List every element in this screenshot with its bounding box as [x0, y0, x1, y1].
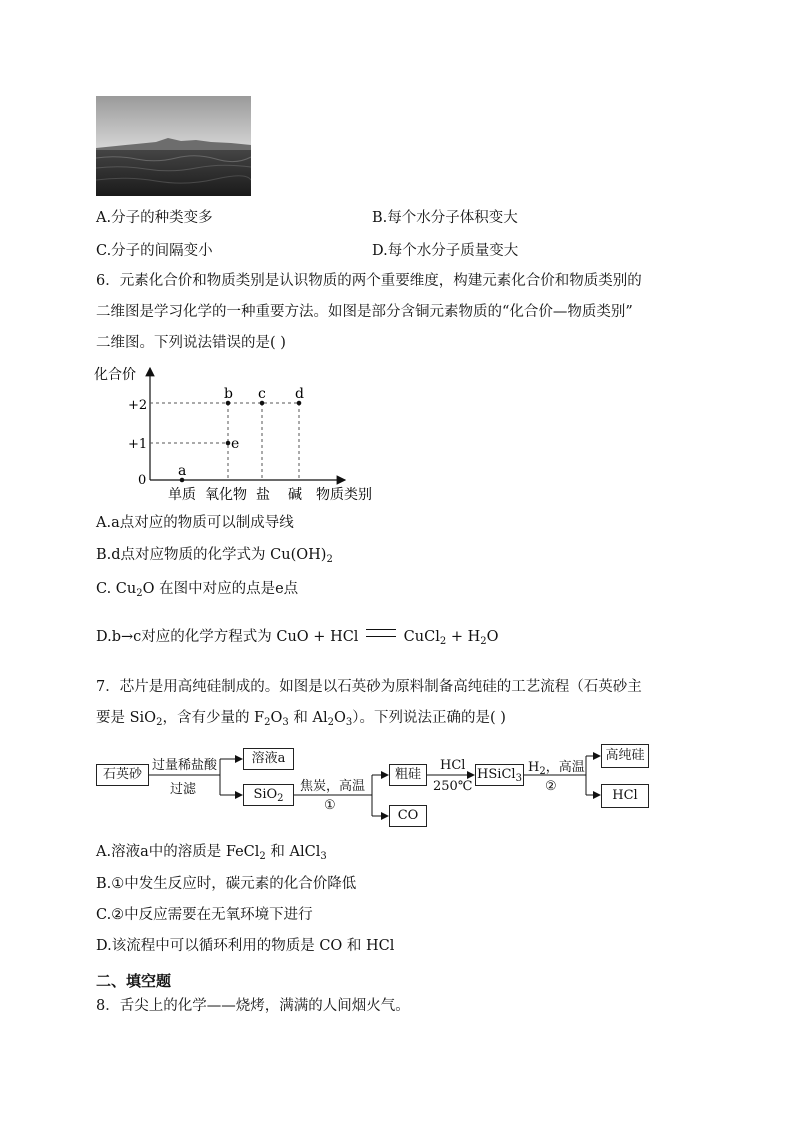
chart-point-label-b: b — [224, 386, 233, 402]
flow-box-crude-silicon: 粗硅 — [389, 764, 427, 786]
flow-reagent-4-top — [528, 756, 585, 777]
q5-option-a: A.分子的种类变多 — [96, 210, 213, 226]
q6-option-d-product: CuCl — [403, 629, 440, 645]
flow-reagent-2-top: 焦炭，高温 — [300, 779, 366, 794]
q5-option-b: B.每个水分子体积变大 — [372, 210, 518, 226]
y-tick-zero: 0 — [138, 473, 147, 488]
y-tick-plus2: +2 — [128, 398, 148, 413]
q7-option-a-mid: 和 AlCl — [265, 844, 321, 860]
x-axis-label: 物质类别 — [316, 487, 372, 503]
q6-option-a: A.a点对应的物质可以制成导线 — [96, 515, 294, 531]
q7-stem-part: ，含有少量的 F — [162, 710, 265, 726]
subscript: 3 — [320, 851, 327, 862]
subscript: 2 — [480, 636, 487, 647]
q7-stem-part: O — [270, 710, 283, 726]
x-cat-base: 碱 — [288, 487, 302, 503]
flow-box-quartz-sand: 石英砂 — [96, 764, 149, 786]
flow-reagent-4-bottom: ② — [545, 779, 557, 794]
sea-photo — [96, 96, 251, 196]
equals-sign-icon — [366, 629, 396, 637]
q6-option-b-text: B.d点对应物质的化学式为 Cu(OH) — [96, 547, 327, 563]
subscript: 2 — [439, 636, 447, 647]
q7-stem-line1: 7．芯片是用高纯硅制成的。如图是以石英砂为原料制备高纯硅的工艺流程（石英砂主 — [96, 679, 642, 695]
flow-box-pure-silicon: 高纯硅 — [601, 744, 649, 768]
q7-option-a-text: A.溶液a中的溶质是 FeCl — [96, 844, 260, 860]
y-axis-label: 化合价 — [94, 367, 136, 383]
q6-stem-line3: 二维图。下列说法错误的是( ) — [96, 335, 286, 351]
high-temp-text: ，高温 — [545, 760, 585, 775]
chart-point-label-e: e — [231, 436, 240, 452]
q6-stem-line2: 二维图是学习化学的一种重要方法。如图是部分含铜元素物质的“化合价—物质类别” — [96, 304, 633, 320]
q5-option-d: D.每个水分子质量变大 — [372, 243, 519, 259]
valence-chart — [90, 360, 390, 510]
flow-box-sio2 — [243, 784, 294, 806]
chart-point-e — [226, 441, 231, 446]
q6-option-c-text: C. Cu — [96, 581, 137, 597]
subscript: 2 — [327, 717, 334, 728]
subscript: 2 — [136, 588, 143, 599]
flow-reagent-3-bottom: 250℃ — [433, 779, 473, 794]
flow-reagent-3-top: HCl — [440, 758, 466, 773]
q7-option-d: D.该流程中可以循环利用的物质是 CO 和 HCl — [96, 938, 395, 954]
subscript: 3 — [515, 773, 522, 784]
h2-text: H — [528, 760, 540, 775]
x-cat-salt: 盐 — [256, 487, 270, 503]
q6-option-b — [96, 545, 333, 570]
q7-option-c: C.②中反应需要在无氧环境下进行 — [96, 907, 313, 923]
y-tick-plus1: +1 — [128, 437, 148, 452]
sio2-text: SiO — [253, 787, 278, 802]
x-cat-elemental: 单质 — [168, 487, 196, 503]
flow-box-solution-a: 溶液a — [243, 748, 294, 770]
flow-reagent-1-bottom: 过滤 — [170, 782, 197, 797]
q6-option-d-plus: + H — [446, 629, 481, 645]
q6-option-c-rest: O 在图中对应的点是e点 — [142, 581, 299, 597]
q6-option-d-text: D.b→c对应的化学方程式为 CuO + HCl — [96, 629, 359, 645]
hsicl3-text: HSiCl — [477, 767, 516, 782]
chart-point-label-d: d — [295, 386, 304, 402]
subscript: 2 — [277, 793, 284, 804]
chart-point-label-a: a — [178, 463, 187, 479]
subscript: 3 — [345, 717, 353, 728]
q5-option-c: C.分子的间隔变小 — [96, 243, 213, 259]
q6-option-d-end: O — [486, 629, 499, 645]
subscript: 2 — [264, 717, 271, 728]
q7-stem-line2 — [96, 708, 506, 733]
q6-stem-line1: 6．元素化合价和物质类别是认识物质的两个重要维度，构建元素化合价和物质类别的 — [96, 273, 642, 289]
subscript: 2 — [156, 717, 163, 728]
q8-stem: 8．舌尖上的化学——烧烤，满满的人间烟火气。 — [96, 998, 410, 1014]
flow-reagent-1-top: 过量稀盐酸 — [152, 758, 218, 773]
flow-box-hcl: HCl — [601, 784, 649, 808]
subscript: 2 — [259, 851, 266, 862]
q6-option-c — [96, 579, 298, 604]
process-flow-diagram — [90, 738, 670, 833]
flow-box-hsicl3 — [475, 764, 524, 786]
q7-stem-part: 要是 SiO — [96, 710, 157, 726]
chart-point-label-c: c — [258, 386, 266, 402]
q7-option-a — [96, 842, 327, 867]
subscript: 3 — [282, 717, 289, 728]
subscript: 2 — [539, 766, 546, 777]
section-heading-fill-blank: 二、填空题 — [96, 972, 172, 990]
flow-reagent-2-bottom: ① — [324, 798, 336, 813]
subscript: 2 — [326, 554, 333, 565]
q6-option-d — [96, 627, 499, 652]
q7-stem-part: ）。下列说法正确的是( ) — [352, 710, 506, 726]
q7-stem-part: 和 Al — [288, 710, 328, 726]
q7-option-b: B.①中发生反应时，碳元素的化合价降低 — [96, 876, 357, 892]
x-cat-oxide: 氧化物 — [205, 487, 247, 503]
flow-box-co: CO — [389, 805, 427, 827]
q7-stem-part: O — [333, 710, 346, 726]
